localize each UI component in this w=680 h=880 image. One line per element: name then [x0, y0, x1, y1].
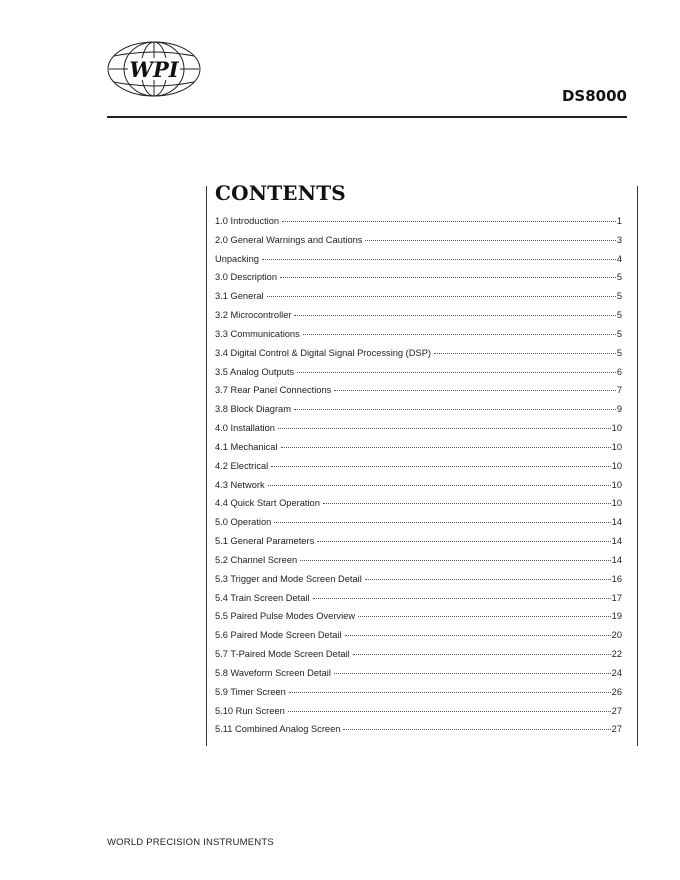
toc-leader-dots	[434, 353, 616, 354]
toc-entry-page: 10	[611, 441, 622, 452]
toc-leader-dots	[271, 466, 610, 467]
toc-entry-page: 14	[611, 517, 622, 528]
toc-entry[interactable]	[215, 310, 622, 329]
toc-entry-page: 27	[611, 705, 622, 716]
toc-leader-dots	[262, 259, 616, 260]
toc-entry[interactable]	[215, 649, 622, 668]
toc-list	[215, 216, 622, 743]
toc-leader-dots	[274, 522, 610, 523]
toc-entry-page: 10	[611, 479, 622, 490]
toc-entry[interactable]	[215, 574, 622, 593]
toc-leader-dots	[313, 598, 611, 599]
toc-entry[interactable]	[215, 630, 622, 649]
toc-entry[interactable]	[215, 611, 622, 630]
toc-entry[interactable]	[215, 423, 622, 442]
model-name: DS8000	[561, 87, 627, 105]
toc-entry-page: 24	[611, 667, 622, 678]
toc-entry-page: 19	[611, 611, 622, 622]
toc-entry-label: 5.0 Operation	[215, 517, 272, 528]
toc-entry-label: 5.4 Train Screen Detail	[215, 592, 310, 603]
toc-entry-page: 22	[611, 649, 622, 660]
toc-leader-dots	[288, 711, 611, 712]
toc-leader-dots	[289, 692, 611, 693]
toc-leader-dots	[365, 240, 615, 241]
toc-entry-label: 5.6 Paired Mode Screen Detail	[215, 630, 342, 641]
toc-entry-label: 1.0 Introduction	[215, 216, 280, 226]
toc-entry-page: 14	[611, 536, 622, 547]
toc-entry[interactable]	[215, 254, 622, 273]
wpi-logo	[106, 40, 202, 98]
toc-entry-label: 5.5 Paired Pulse Modes Overview	[215, 611, 356, 622]
toc-entry-page: 27	[611, 724, 622, 735]
toc-leader-dots	[323, 503, 611, 504]
toc-entry-page: 10	[611, 460, 622, 471]
toc-entry-label: 4.2 Electrical	[215, 460, 269, 471]
toc-leader-dots	[317, 541, 610, 542]
toc-entry[interactable]	[215, 706, 622, 725]
toc-entry[interactable]	[215, 517, 622, 536]
toc-entry[interactable]	[215, 385, 622, 404]
toc-entry-label: 3.5 Analog Outputs	[215, 366, 295, 377]
toc-leader-dots	[280, 277, 616, 278]
footer-company: WORLD PRECISION INSTRUMENTS	[107, 837, 274, 848]
toc-entry[interactable]	[215, 555, 622, 574]
toc-entry-label: 5.2 Channel Screen	[215, 554, 298, 565]
toc-entry-label: 3.3 Communications	[215, 328, 300, 339]
toc-entry-label: 5.10 Run Screen	[215, 705, 285, 716]
toc-entry-page: 5	[616, 291, 622, 302]
toc-entry-label: 4.3 Network	[215, 479, 265, 490]
toc-entry-label: 3.1 General	[215, 291, 264, 302]
toc-leader-dots	[365, 579, 611, 580]
toc-entry-page: 14	[611, 554, 622, 565]
toc-entry[interactable]	[215, 367, 622, 386]
toc-entry-label: 3.4 Digital Control & Digital Signal Processing (DSP)	[215, 347, 431, 358]
toc-entry-page: 17	[611, 592, 622, 603]
toc-entry-page: 1	[616, 216, 622, 226]
toc-entry-page: 26	[611, 686, 622, 697]
toc-entry[interactable]	[215, 536, 622, 555]
logo-text: WPI	[129, 57, 179, 82]
toc-entry[interactable]	[215, 480, 622, 499]
toc-entry[interactable]	[215, 404, 622, 423]
toc-entry-page: 4	[616, 253, 622, 264]
toc-entry[interactable]	[215, 593, 622, 612]
toc-entry-label: 2.0 General Warnings and Cautions	[215, 234, 363, 245]
toc-entry-label: 5.11 Combined Analog Screen	[215, 724, 341, 735]
toc-leader-dots	[345, 635, 611, 636]
toc-entry-label: 4.0 Installation	[215, 423, 275, 434]
toc-entry-page: 10	[611, 498, 622, 509]
toc-title: CONTENTS	[215, 181, 346, 205]
toc-leader-dots	[358, 616, 611, 617]
toc-entry-label: 5.9 Timer Screen	[215, 686, 286, 697]
toc-entry-page: 3	[616, 234, 622, 245]
toc-entry-label: 5.8 Waveform Screen Detail	[215, 667, 331, 678]
toc-entry-page: 7	[616, 385, 622, 396]
toc-entry[interactable]	[215, 668, 622, 687]
toc-leader-dots	[334, 673, 611, 674]
toc-entry-label: 4.4 Quick Start Operation	[215, 498, 320, 509]
toc-entry[interactable]	[215, 442, 622, 461]
toc-entry-label: 3.2 Microcontroller	[215, 310, 292, 321]
toc-entry[interactable]	[215, 291, 622, 310]
toc-leader-dots	[267, 296, 616, 297]
toc-leader-dots	[268, 485, 611, 486]
toc-leader-dots	[343, 729, 610, 730]
toc-entry-page: 5	[616, 310, 622, 321]
toc-leader-dots	[278, 428, 611, 429]
toc-entry-page: 10	[611, 423, 622, 434]
toc-leader-dots	[297, 372, 616, 373]
toc-entry-page: 16	[611, 573, 622, 584]
toc-leader-dots	[300, 560, 610, 561]
toc-entry-page: 20	[611, 630, 622, 641]
toc-entry-label: 5.1 General Parameters	[215, 536, 315, 547]
toc-leader-dots	[353, 654, 611, 655]
toc-entry-page: 5	[616, 328, 622, 339]
toc-leader-dots	[294, 409, 616, 410]
toc-entry-label: 5.7 T-Paired Mode Screen Detail	[215, 649, 350, 660]
toc-leader-dots	[282, 221, 616, 222]
toc-leader-dots	[303, 334, 616, 335]
toc-leader-dots	[281, 447, 611, 448]
header-rule	[107, 116, 627, 118]
toc-entry[interactable]	[215, 348, 622, 367]
toc-entry-label: 3.8 Block Diagram	[215, 404, 291, 415]
toc-entry[interactable]	[215, 216, 622, 235]
toc-entry-page: 5	[616, 347, 622, 358]
toc-entry-page: 9	[616, 404, 622, 415]
toc-entry[interactable]	[215, 687, 622, 706]
toc-entry[interactable]	[215, 329, 622, 348]
toc-entry[interactable]	[215, 724, 622, 743]
toc-leader-dots	[294, 315, 615, 316]
toc-entry-label: 3.0 Description	[215, 272, 278, 283]
toc-entry-label: 5.3 Trigger and Mode Screen Detail	[215, 573, 362, 584]
toc-entry[interactable]	[215, 498, 622, 517]
toc-entry[interactable]	[215, 235, 622, 254]
toc-entry-label: 3.7 Rear Panel Connections	[215, 385, 332, 396]
toc-entry-label: Unpacking	[215, 253, 259, 264]
toc-leader-dots	[334, 390, 616, 391]
toc-entry[interactable]	[215, 272, 622, 291]
toc-entry-page: 6	[616, 366, 622, 377]
toc-entry-label: 4.1 Mechanical	[215, 441, 278, 452]
toc-entry-page: 5	[616, 272, 622, 283]
toc-entry[interactable]	[215, 461, 622, 480]
